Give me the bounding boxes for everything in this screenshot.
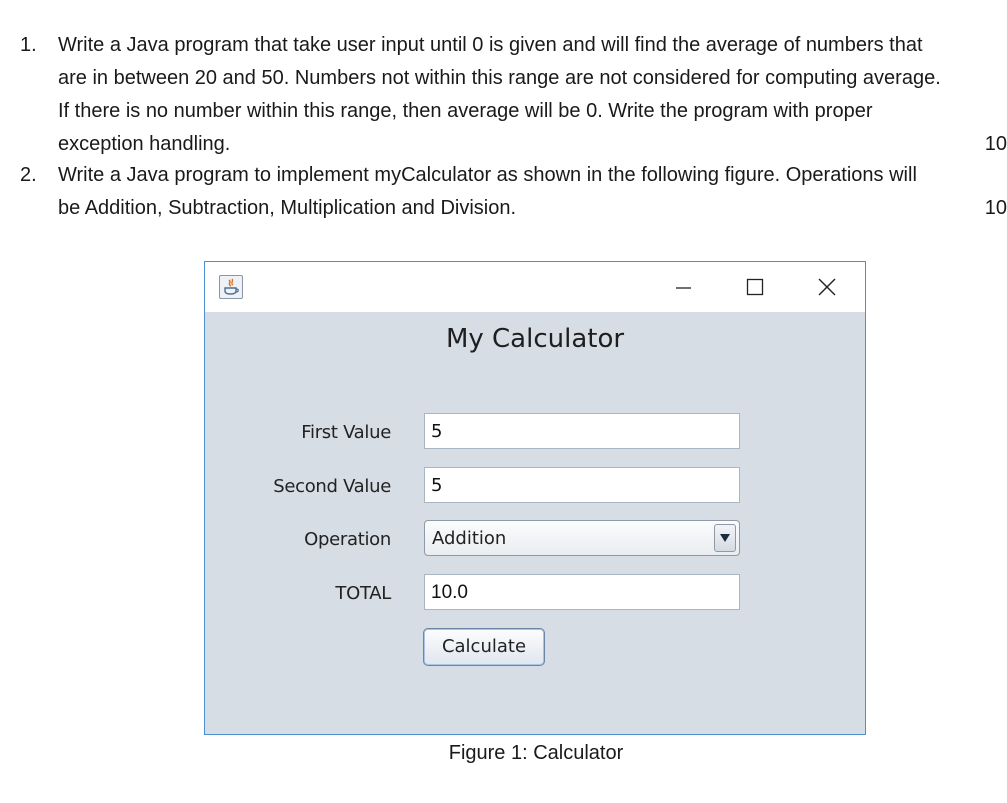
second-value-input[interactable]: 5 [424,467,740,503]
maximize-icon[interactable] [735,270,775,304]
question-line: If there is no number within this range, then average will be 0. Write the program with proper [58,100,873,122]
operation-selected-value: Addition [432,528,507,549]
calculate-button[interactable]: Calculate [423,628,545,666]
second-value-label: Second Value [273,476,391,497]
assignment-text [0,0,1007,240]
operation-select[interactable] [424,520,740,556]
java-app-icon[interactable] [219,275,243,299]
dropdown-arrow-icon[interactable] [714,524,736,552]
question-line: exception handling. [58,133,231,155]
first-value-label: First Value [301,422,391,443]
total-output[interactable]: 10.0 [424,574,740,610]
total-label: TOTAL [335,583,391,604]
question-line: are in between 20 and 50. Numbers not within this range are not considered for computing average. [58,67,941,89]
question-line: be Addition, Subtraction, Multiplication and Division. [58,197,517,219]
minimize-icon[interactable] [663,270,703,304]
question-line: Write a Java program to implement myCalculator as shown in the following figure. Operations will [58,164,917,186]
calculator-title: My Calculator [445,324,625,354]
question-number: 1. [20,34,37,56]
calculator-window [204,261,866,735]
figure-caption: Figure 1: Calculator [448,742,624,764]
question-marks: 10 [984,197,1007,219]
first-value-input[interactable]: 5 [424,413,740,449]
title-bar[interactable] [205,262,865,312]
question-number: 2. [20,164,37,186]
operation-label: Operation [304,529,391,550]
question-marks: 10 [984,133,1007,155]
question-line: Write a Java program that take user input until 0 is given and will find the average of numbers that [58,34,923,56]
close-icon[interactable] [807,270,847,304]
